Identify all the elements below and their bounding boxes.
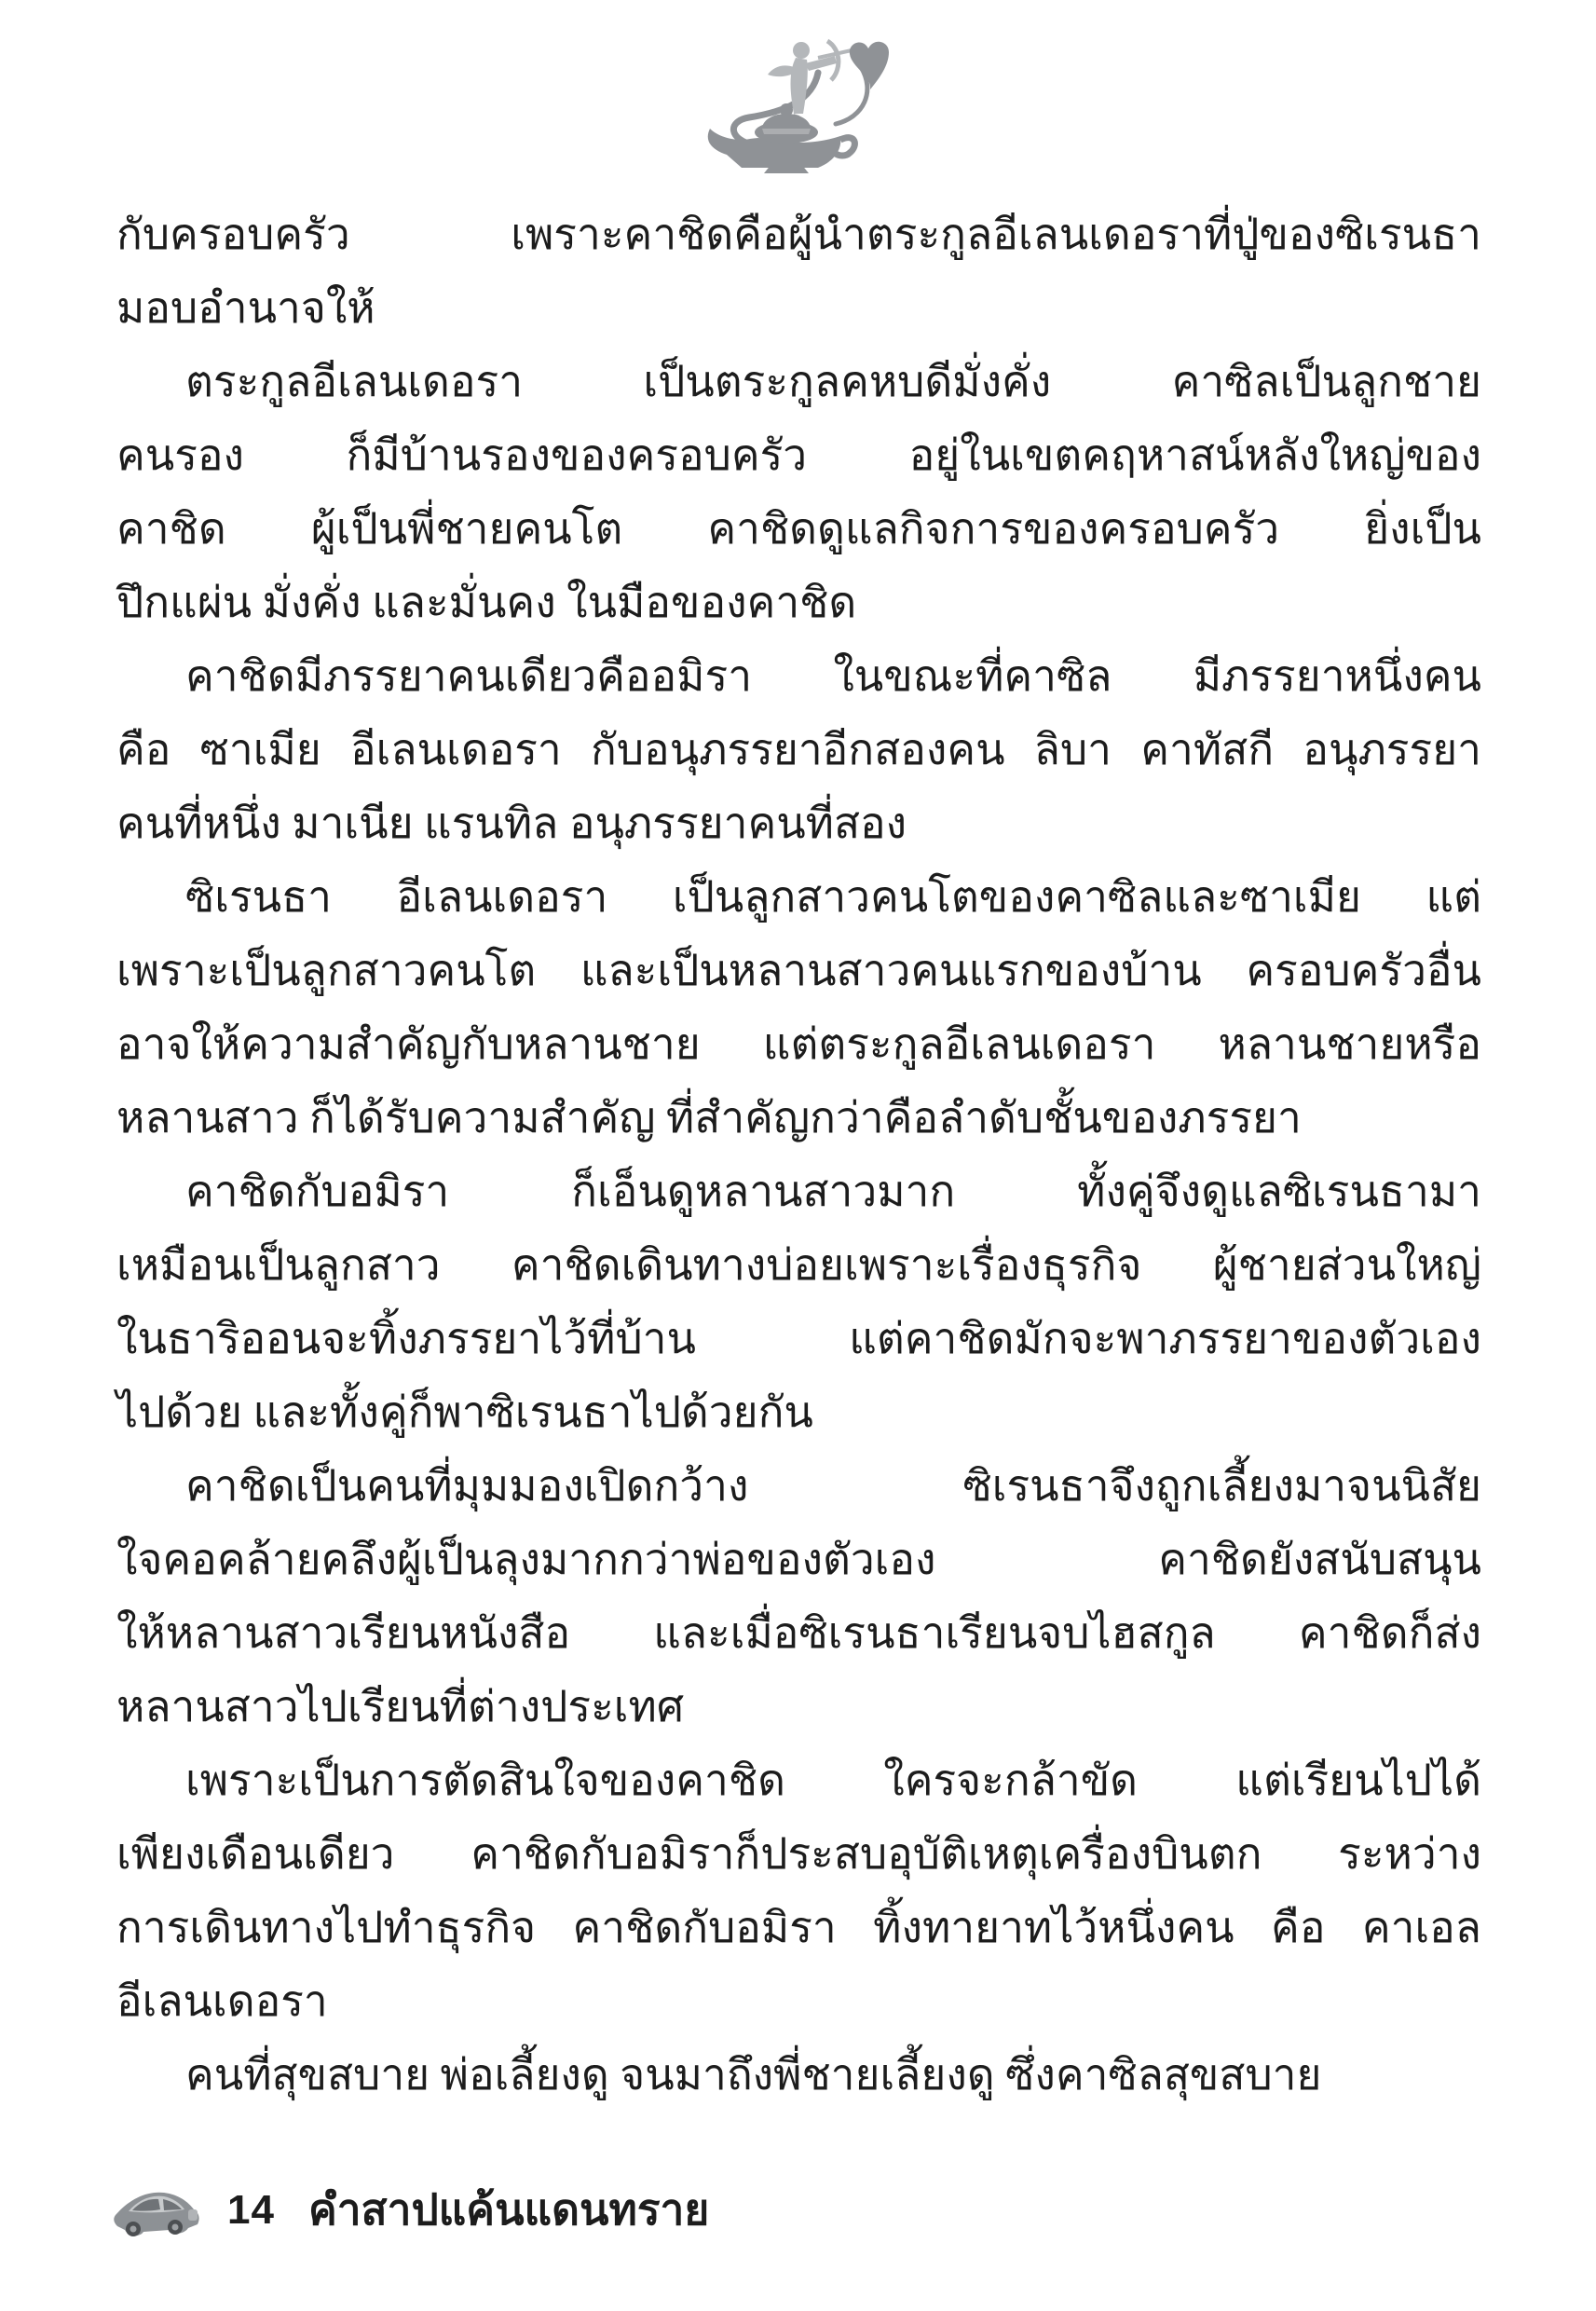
- body-text: [116, 198, 1481, 2112]
- text-line: กับครอบครัว เพราะคาชิดคือผู้นำตระกูลอีเลนเดอราที่ปู่ของซิเรนธา: [116, 211, 1481, 258]
- text-line: มอบอำนาจให้: [116, 284, 375, 332]
- text-line: ปึกแผ่น มั่งคั่ง และมั่นคง ในมือของคาชิด: [116, 579, 857, 626]
- text-line: คนที่สุขสบาย พ่อเลี้ยงดู จนมาถึงพี่ชายเลี้ยงดู ซึ่งคาซิลสุขสบาย: [185, 2051, 1322, 2099]
- page-number: 14: [227, 2186, 275, 2233]
- paragraph: [116, 639, 1481, 860]
- text-line: ให้หลานสาวเรียนหนังสือ และเมื่อซิเรนธาเรียนจบไฮสกูล คาชิดก็ส่ง: [116, 1609, 1481, 1657]
- text-line: อีเลนเดอรา: [116, 1977, 328, 2025]
- car-icon: [110, 2183, 203, 2237]
- text-line: เพราะเป็นการตัดสินใจของคาชิด ใครจะกล้าขัด แต่เรียนไปได้: [185, 1757, 1481, 1804]
- paragraph: [116, 198, 1481, 345]
- text-line: คาชิดเป็นคนที่มุมมองเปิดกว้าง ซิเรนธาจึงถูกเลี้ยงมาจนนิสัย: [185, 1462, 1481, 1510]
- text-line: การเดินทางไปทำธุรกิจ คาชิดกับอมิรา ทิ้งทายาทไว้หนึ่งคน คือ คาเอล: [116, 1904, 1481, 1951]
- text-line: คือ ซาเมีย อีเลนเดอรา กับอนุภรรยาอีกสองคน ลิบา คาทัสกี อนุภรรยา: [116, 726, 1481, 773]
- text-line: ตระกูลอีเลนเดอรา เป็นตระกูลคหบดีมั่งคั่ง คาซิลเป็นลูกชาย: [185, 358, 1481, 405]
- paragraph: [116, 1744, 1481, 2038]
- text-line: ไปด้วย และทั้งคู่ก็พาซิเรนธาไปด้วยกัน: [116, 1388, 813, 1436]
- smoke-swirl-2: [836, 67, 867, 124]
- text-line: เพราะเป็นลูกสาวคนโต และเป็นหลานสาวคนแรกของบ้าน ครอบครัวอื่น: [116, 947, 1481, 994]
- paragraph: [116, 860, 1481, 1155]
- text-line: คนรอง ก็มีบ้านรองของครอบครัว อยู่ในเขตคฤหาสน์หลังใหญ่ของ: [116, 431, 1481, 479]
- text-line: ใจคอคล้ายคลึงผู้เป็นลุงมากกว่าพ่อของตัวเอง คาชิดยังสนับสนุน: [116, 1536, 1481, 1583]
- page-footer: [110, 2176, 709, 2244]
- book-title: คำสาปแค้นแดนทราย: [307, 2186, 710, 2234]
- paragraph: [116, 2038, 1481, 2112]
- text-line: ในธาริออนจะทิ้งภรรยาไว้ที่บ้าน แต่คาชิดมักจะพาภรรยาของตัวเอง: [116, 1315, 1481, 1362]
- cupid-lamp-ornament: [0, 35, 1596, 175]
- text-line: คนที่หนึ่ง มาเนีย แรนทิล อนุภรรยาคนที่สอง: [116, 800, 907, 847]
- text-line: เพียงเดือนเดียว คาชิดกับอมิราก็ประสบอุบัติเหตุเครื่องบินตก ระหว่าง: [116, 1830, 1481, 1878]
- text-line: เหมือนเป็นลูกสาว คาชิดเดินทางบ่อยเพราะเรื่องธุรกิจ ผู้ชายส่วนใหญ่: [116, 1241, 1481, 1289]
- text-line: คาชิดมีภรรยาคนเดียวคืออมิรา ในขณะที่คาซิล มีภรรยาหนึ่งคน: [185, 652, 1481, 700]
- paragraph: [116, 1155, 1481, 1449]
- paragraph: [116, 345, 1481, 639]
- text-line: คาชิด ผู้เป็นพี่ชายคนโต คาชิดดูแลกิจการของครอบครัว ยิ่งเป็น: [116, 505, 1481, 553]
- text-line: คาชิดกับอมิรา ก็เอ็นดูหลานสาวมาก ทั้งคู่จึงดูแลซิเรนธามา: [185, 1168, 1481, 1215]
- cupid-lamp-ornament-graphic: [645, 35, 952, 175]
- heart-icon: [849, 42, 888, 89]
- text-line: หลานสาวไปเรียนที่ต่างประเทศ: [116, 1683, 685, 1730]
- paragraph: [116, 1449, 1481, 1744]
- text-line: ซิเรนธา อีเลนเดอรา เป็นลูกสาวคนโตของคาซิลและซาเมีย แต่: [185, 873, 1481, 921]
- text-line: หลานสาว ก็ได้รับความสำคัญ ที่สำคัญกว่าคือลำดับชั้นของภรรยา: [116, 1094, 1302, 1142]
- text-line: อาจให้ความสำคัญกับหลานชาย แต่ตระกูลอีเลนเดอรา หลานชายหรือ: [116, 1020, 1481, 1068]
- genie-lamp-icon: [707, 103, 854, 173]
